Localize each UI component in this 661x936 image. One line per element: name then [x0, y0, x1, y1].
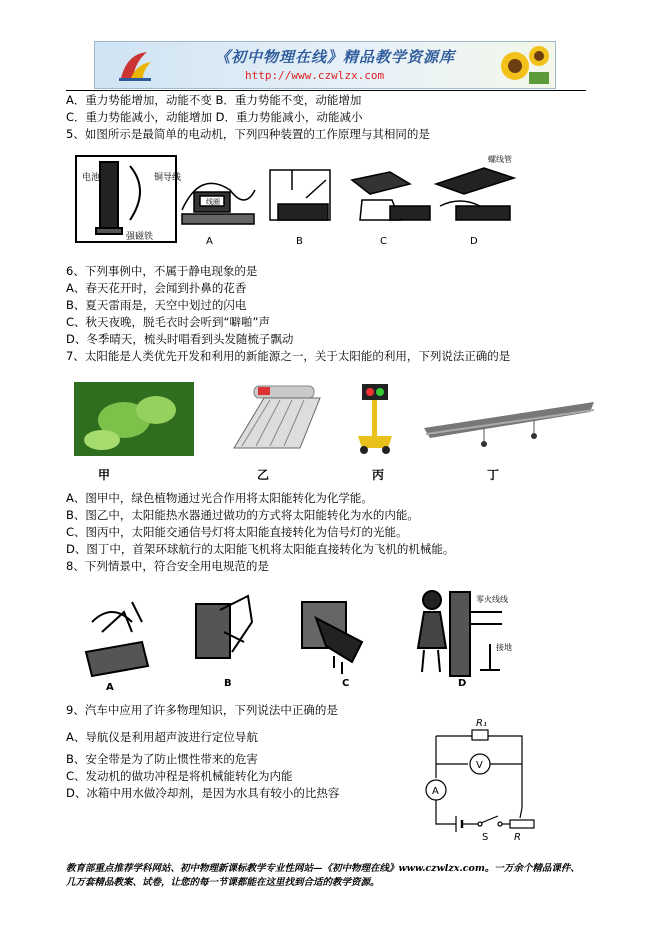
question-5: 5、如图所示是最简单的电动机，下列四种装置的工作原理与其相同的是	[66, 127, 430, 141]
caption-jia: 甲	[98, 468, 111, 482]
label-a: A	[106, 682, 114, 693]
footer-line-2: 几万套精品教案、试卷，让您的每一节课都能在这里找到合适的教学资源。	[66, 877, 380, 888]
question-7: 7、太阳能是人类优先开发和利用的新能源之一，关于太阳能的利用，下列说法正确的是	[66, 349, 511, 363]
q9-option-d: D、冰箱中用水做冷却剂，是因为水具有较小的比热容	[66, 786, 340, 800]
sunflower-icon	[495, 44, 551, 86]
header-rule	[66, 90, 586, 91]
label-coil: 线圈	[206, 198, 220, 206]
scene-a	[86, 602, 148, 676]
q6-option-a: A、春天花开时，会闻到扑鼻的花香	[66, 281, 247, 295]
caption-ding: 丁	[487, 468, 500, 482]
caption-bing: 丙	[372, 468, 385, 482]
device-d	[436, 168, 514, 220]
device-c	[352, 172, 430, 220]
label-d: D	[470, 236, 478, 247]
question-8: 8、下列情景中，符合安全用电规范的是	[66, 559, 269, 573]
q7-option-a: A、图甲中，绿色植物通过光合作用将太阳能转化为化学能。	[66, 491, 373, 505]
simple-motor-figure	[76, 156, 176, 242]
solar-water-heater	[234, 386, 320, 448]
footer-note	[66, 862, 606, 890]
label-a: A	[432, 786, 439, 797]
solar-traffic-light	[358, 384, 392, 454]
q4-options-cd: C．重力势能减小，动能增加 D．重力势能减小，动能减小	[66, 110, 363, 124]
label-b: B	[224, 678, 232, 689]
q9-option-b: B、安全带是为了防止惯性带来的危害	[66, 752, 258, 766]
scene-c	[302, 602, 362, 674]
q6-option-c: C、秋天夜晚，脱毛衣时会听到“噼啪”声	[66, 315, 270, 329]
device-b	[270, 170, 330, 220]
banner-url[interactable]: http://www.czwlzx.com	[245, 69, 385, 82]
question-9: 9、汽车中应用了许多物理知识，下列说法中正确的是	[66, 703, 338, 717]
q9-option-c: C、发动机的做功冲程是将机械能转化为内能	[66, 769, 293, 783]
label-c: C	[342, 678, 350, 689]
header-banner	[94, 41, 556, 89]
label-copper-wire: 铜导线	[154, 173, 182, 183]
q6-option-b: B、夏天雷雨是，天空中划过的闪电	[66, 298, 247, 312]
leaf-image	[74, 382, 194, 456]
q7-option-b: B、图乙中，太阳能热水器通过做功的方式将太阳能转化为水的内能。	[66, 508, 419, 522]
label-d: D	[458, 678, 467, 689]
scene-b	[196, 596, 252, 658]
resistor-r1	[472, 730, 488, 740]
figure-q5-motors	[70, 150, 520, 250]
footer-line-1: 教育部重点推荐学科网站、初中物理新课标教学专业性网站—《初中物理在线》www.czwlzx.com。一万余个精品课件、	[66, 863, 580, 874]
solar-plane	[424, 402, 594, 447]
q6-option-d: D、冬季晴天，梳头时唱看到头发随梳子飘动	[66, 332, 294, 346]
label-battery: 电池	[82, 173, 101, 183]
q9-option-a: A、导航仪是利用超声波进行定位导航	[66, 730, 258, 744]
q7-option-c: C、图丙中，太阳能交通信号灯将太阳能直接转化为信号灯的光能。	[66, 525, 408, 539]
label-a: A	[206, 236, 213, 247]
q4-options-ab: A．重力势能增加，动能不变 B．重力势能不变，动能增加	[66, 93, 362, 107]
label-solenoid: 螺线管	[488, 155, 512, 164]
banner-title: 《初中物理在线》精品教学资源库	[215, 48, 456, 66]
rheostat-r	[510, 820, 534, 828]
question-6: 6、下列事例中，不属于静电现象的是	[66, 264, 258, 278]
label-s: S	[482, 832, 489, 843]
label-r: R	[514, 832, 521, 843]
label-v: V	[476, 760, 483, 771]
label-live-neutral: 零火线线	[476, 595, 508, 604]
label-b: B	[296, 236, 303, 247]
circuit-diagram	[418, 716, 538, 844]
figure-q7-solar	[74, 382, 594, 458]
label-magnet: 强磁铁	[126, 232, 154, 242]
label-c: C	[380, 236, 387, 247]
site-logo-icon	[117, 48, 153, 82]
figure-q8-electric-safety	[72, 582, 522, 694]
caption-yi: 乙	[257, 468, 270, 482]
label-r1: R₁	[476, 718, 487, 729]
label-ground: 接地	[496, 643, 512, 652]
q7-option-d: D、图丁中，首架环球航行的太阳能飞机将太阳能直接转化为飞机的机械能。	[66, 542, 455, 556]
